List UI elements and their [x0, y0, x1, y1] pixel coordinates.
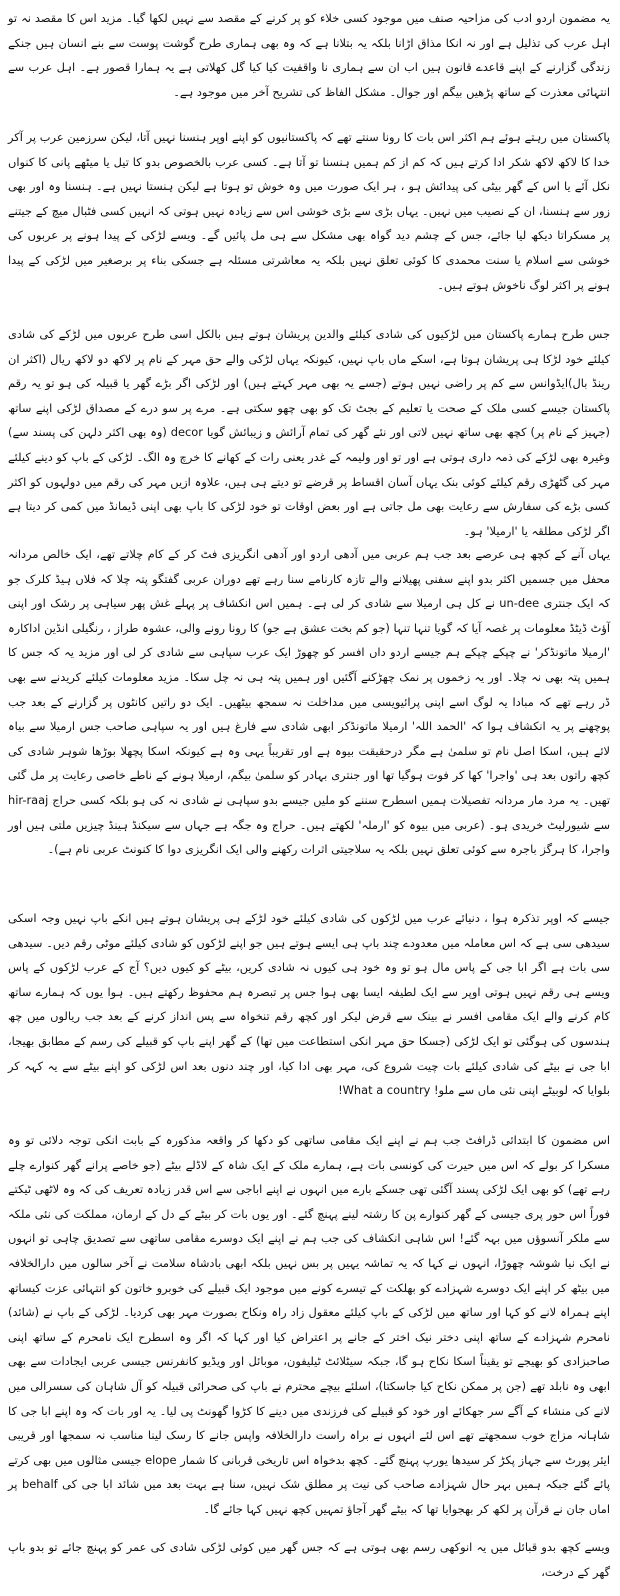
article-paragraph-laughter: پاکستان میں رہتے ہوئے ہم اکثر اس بات کا رونا سنتے تھے کہ پاکستانیوں کو اپنے اوپر ہنسنا نہیں آتا، لیکن سرزمین عرب پر آکر خدا کا لاکھ لاکھ شکر ادا کرتے ہیں کہ کم از کم ہمیں ہنسنا تو آتا ہے۔ کسی عرب بالخصوص بدو کا تیل یا میٹھے پانی کا کنواں نکل آئے یا اس کے گھر بیٹی کی پیدائش ہو ، ہر ایک صورت میں وہ خوش تو ہوتا ہے لیکن ہنستا نہیں ہے۔ ہنسنا وہ اور بھی زور سے ہنسنا، ان کے نصیب میں نہیں۔ یہاں بڑی سے بڑی خوشی اس سے زیادہ نہیں ہوتی کہ انہیں کسی فٹبال میچ کے جیتنے پر مسکراتا دیکھ لیا جائے، جس کے چشم دید گواہ بھی مشکل سے ہی مل پائیں گے۔ ویسے لڑکی کے پیدا ہونے پر عربوں کی خوشی سے اسلام یا سنت محمدی کا کوئی تعلق نہیں بلکہ یہ معاشرتی مسئلہ ہے جسکی بناء پر برصغیر میں لڑکی کے پیدا ہونے پر اکثر لوگ ناخوش ہوتے ہیں۔ — [8, 130, 610, 292]
article-paragraph-intro: یہ مضمون اردو ادب کی مزاحیہ صنف میں موجود کسی خلاء کو پر کرنے کے مقصد سے نہیں لکھا گیا۔ مزید اس کا مقصد نہ تو اہل عرب کی تذلیل ہے اور نہ انکا مذاق اڑانا بلکہ یہ بتلانا ہے کہ وہ بھی ہماری طرح گوشت پوست سے بنے انسان ہیں جنکے زندگی گزارنے کے اپنے قاعدے قانون ہیں اب ان سے ہماری نا واقفیت کیا کیا گل کھلاتی ہے یہ ہمارا قصور ہے۔ اہل عرب سے انتہائی معذرت کے ساتھ پڑھیں بیگم اور جوال۔ مشکل الفاظ کی تشریح آخر میں موجود ہے۔ — [8, 11, 610, 99]
article-paragraph-urmila: یہاں آنے کے کچھ ہی عرصے بعد جب ہم عربی میں آدھی اردو اور آدھی انگریزی فٹ کر کے کام چلاتے تھے، ایک خالص مردانہ محفل میں جسمیں اکثر بدو اپنے سفنی پھیلانے والے تازہ کارنامے سنا رہے تھے دوران عربی گفتگو پتہ چلا کہ فلاں ہیڈ کلرک جو کہ ایک جنتری un-dee نے کل ہی ارمیلا سے شادی کر لی ہے۔ ہمیں اس انکشاف پر پہلے غش پھر سیاہی پر رشک اور اپنی آؤٹ ڈیٹڈ معلومات پر غصہ آیا کہ گویا تنہا تنہا (جو کم بخت عشق ہے جو) کا رونا رونے والی، عشوہ طراز ، رنگیلی انڈین اداکارہ 'ارمیلا ماتونڈکر' نے چپکے چپکے ہم جیسے اردو داں افسر کو چھوڑ ایک عرب سپاہی سے شادی کر لی اور مزید یہ کہ جس کا ہمیں پتہ بھی نہ چلا۔ اور یہ زخموں پر نمک چھڑکنے آگئیں اور ہمیں پتہ ہی نہ چل سکا۔ مزید معلومات کیلئے کریدنے سے بھی ڈر رہے تھے کہ مبادا یہ لوگ اسے اپنی پرائیویسی میں مداخلت نہ سمجھ بیٹھیں۔ ایک دو راتیں کانٹوں پر گزارنے کے بعد جب پوچھنے پر یہ انکشاف ہوا کہ 'الحمد اللہ' ارمیلا ماتونڈکر ابھی شادی سے فارغ ہیں اور یہ سپاہی صاحب جس ارمیلا سے بیاہ لائے ہیں، اسکا اصل نام تو سلمیٰ ہے مگر درحقیقت بیوہ ہے اور تقریباً یہی وہ ہے کیونکہ اسکا پچھلا بوڑھا شوہر شادی کی کچھ راتوں بعد ہی 'واجرا' کھا کر فوت ہوگیا تھا اور جنتری بہادر کو سلمیٰ بیگم، ارمیلا ہونے کے ناطے خاصی رعایت پر مل گئی تھیں۔ یہ مرد مار مردانہ تفصیلات ہمیں اسطرح سننے کو ملیں جیسے بدو سپاہی نے شادی نہ کی ہو بلکہ کسی حراج hir-raaj سے شیورلیٹ خریدی ہو۔ (عربی میں بیوہ کو 'ارملہ' لکھتے ہیں۔ حراج وہ جگہ ہے جہاں سے سیکنڈ ہینڈ چیزیں ملتی ہیں اور واجرا، کا ہرگز باجرہ سے کوئی تعلق نہیں بلکہ یہ سلاجیتی اثرات رکھنے والی ایک انگریزی دوا کا کنونٹ عربی نام ہے)۔ — [8, 547, 610, 857]
article-paragraph-bedouin-custom: ویسے کچھ بدو قبائل میں یہ انوکھی رسم بھی ہوتی ہے کہ جس گھر میں کوئی لڑکی شادی کی عمر کو پہنچ جائے تو بدو باپ گھر کے درخت، — [8, 1540, 610, 1579]
article-paragraph-dowry: جس طرح ہمارے پاکستان میں لڑکیوں کی شادی کیلئے والدین پریشان ہوتے ہیں بالکل اسی طرح عربوں میں لڑکے کی شادی کیلئے خود لڑکا ہی پریشان ہوتا ہے، اسکے ماں باپ نہیں، کیونکہ یہاں لڑکی والے حق مہر کے نام پر لاکھ دو لاکھ ریال (اکثر ان رینڈ بال)ایڈوانس سے کم پر راضی نہیں ہوتے (جسے یہ بھی مہر کہتے ہیں) اور لڑکی اگر بڑے گھر یا قبیلہ کی ہو تو یہ رقم پاکستان جیسے کسی ملک کے صحت یا تعلیم کے بجٹ تک کو بھی چھو سکتی ہے۔ مرے پر سو درے کے مصداق لڑکی اپنے ساتھ (جہیز کے نام پر) کچھ بھی ساتھ نہیں لاتی اور نئے گھر کی تمام آرائش و زیبائش گویا decor (وہ بھی اکثر دلہن کی پسند سے) وغیرہ بھی لڑکے کی ذمہ داری ہوتی ہے اور تو اور ولیمہ کے غدر یعنی رات کے کھانے کا خرچ وہ الگ۔ لڑکی کے باپ کو دینے کیلئے مہر کی گٹھڑی رقم کیلئے کوئی بنک یہاں آسان اقساط پر قرضے تو دیتے ہی ہیں، علاوہ ازیں مہر کی رقم میں دولہوں کو اکثر کسی بڑے کی سفارش سے رعایت بھی مل جاتی ہے اور بعض اوقات تو خود لڑکی کا باپ بھی اپنی ڈیمانڈ میں کمی کر دیتا ہے اگر لڑکی مطلقہ یا 'ارمیلا' ہو۔ — [8, 327, 610, 538]
article-paragraph-prince: اس مضمون کا ابتدائی ڈرافٹ جب ہم نے اپنے ایک مقامی ساتھی کو دکھا کر واقعہ مذکورہ کے بابت انکی توجہ دلائی تو وہ مسکرا کر بولے کہ اس میں حیرت کی کونسی بات ہے، ہمارے ملک کے ایک شاہ کے لاڈلے بیٹے (جو خاصے پرانے گھر کنوارے چلے رہے تھے) کو بھی ایک لڑکی پسند آگئی تھی جسکے بارے میں انہوں نے اپنے اباجی سے اس قدر زیادہ تعریف کی کہ وہ لاٹھی ٹیکتے فوراً اس حور پری جیسی کے گھر کنوارے پن کا رشتہ لینے پہنچ گئے۔ اور یوں بات کر بیٹے کے دل کے ارمان، مملکت کی نئی ملکہ سے ملکر آنسوؤں میں بہہ گئے! اس شاہی انکشاف کی جب ہم نے اپنے ایک دوسرے مقامی ساتھی سے تصدیق چاہی تو انہوں نے ایک نیا شوشہ چھوڑا، انہوں نے کہا کہ یہ تماشہ یہیں پر بس نہیں بلکہ ابھی بادشاہ سلامت نے آخر سالوں میں دارالخلافہ میں بیٹھ کر اپنے ایک دوسرے شہزادے کو بھلکت کے تیسرے کونے میں موجود ایک قبیلے کی خوبرو خاتون کو انتہائی عزت کیساتھ اپنے ہمراہ لانے کو کہا اور ساتھ میں لڑکی کے باپ کیلئے معقول زاد راہ ونکاح بصورت مہر بھی کردیا۔ لڑکی کے باپ نے (شائد) نامحرم شہزادے کے ساتھ اپنی دختر نیک اختر کے جانے پر اعتراض کیا اور کہا کہ اگر وہ اسطرح ایک نامحرم کے ساتھ اپنی صاحبزادی کو بھیجے تو یقیناً اسکا نکاح ہو گا، جبکہ سیٹلائٹ ٹیلیفون، موبائل اور ویڈیو کانفرنس جیسی عربی ایجادات سے بھی ابھی وہ نابلد تھے (جن پر ممکن نکاح کیا جاسکتا)، اسلئے بیچے محترم نے باپ کی صحرائی قبیلہ کو آل شاہان کی سسرالی میں لانے کی منشاء کے آگے سر جھکائے اور خود کو قبیلے کی فرزندی میں دینے کا کڑوا گھونٹ پی لیا۔ یہ اور بات کہ وہ اپنے ابا جی کا شاہانہ مزاج خوب سمجھتے تھے اس لئے انہوں نے براہ راست دارالخلافہ واپس جانے کا رسک لینا مناسب نہ سمجھا اور قریبی ایئر پورٹ سے جہاز پکڑ کر سیدھا یورپ پہنچ گئے۔ کچھ بدخواہ اس تاریخی قربانی کا شمار elope جیسی مثالوں میں بھی کرتے پائے گئے جبکہ ہمیں بہر حال شہزادے صاحب کی نیت پر مطلق شک نہیں، سنا ہے بہت بعد میں شائد ابا جی کی behalf پر اماں جان نے قرآن پر لکھ کر بھجوایا تھا کہ بیٹے گھر آجاؤ تمہیں کچھ نہیں کہا جائے گا۔ — [8, 1133, 610, 1516]
article-paragraph-father: جیسے کہ اوپر تذکرہ ہوا ، دنیائے عرب میں لڑکوں کی شادی کیلئے خود لڑکے ہی پریشان ہوتے ہیں انکے باپ نہیں وجہ اسکی سیدھی سی ہے کہ اس معاملہ میں معدودے چند باپ ہی ایسے ہوتے ہیں جو اپنے لڑکوں کو شادی کیلئے موٹی رقم دیں۔ سیدھی سی بات ہے اگر ابا جی کے پاس مال ہو تو وہ خود ہی کیوں نہ شادی کریں، بیٹے کو کیوں دیں؟ آج کے عرب لڑکوں کے پاس ویسے ہی رقم نہیں ہوتی اوپر سے ایک لطیفہ ایسا بھی ہوا جس پر تبصرہ ہم محفوظ رکھتے ہیں۔ ہوا یوں کہ ہمارے ساتھ کام کرنے والے ایک مقامی افسر نے بینک سے قرض لیکر اور کچھ رقم تنخواہ سے پس انداز کرنے کے بعد جب ریالوں میں چھ ہندسوں کی ہوگئی تو ایک لڑکی (جسکا حق مہر انکی استطاعت میں تھا) کے گھر اپنے باپ کو قبیلے کی رسم کے مطابق بھیجا، ابا جی نے بیٹے کی شادی کیلئے بات چیت شروع کی، مہر بھی ادا کیا، اور چند دنوں بعد اس لڑکی کو اپنے بیٹے سے یہ کہہ کر بلوایا کہ لوبیٹے اپنی نئی ماں سے ملو! What a country! — [8, 911, 610, 1098]
